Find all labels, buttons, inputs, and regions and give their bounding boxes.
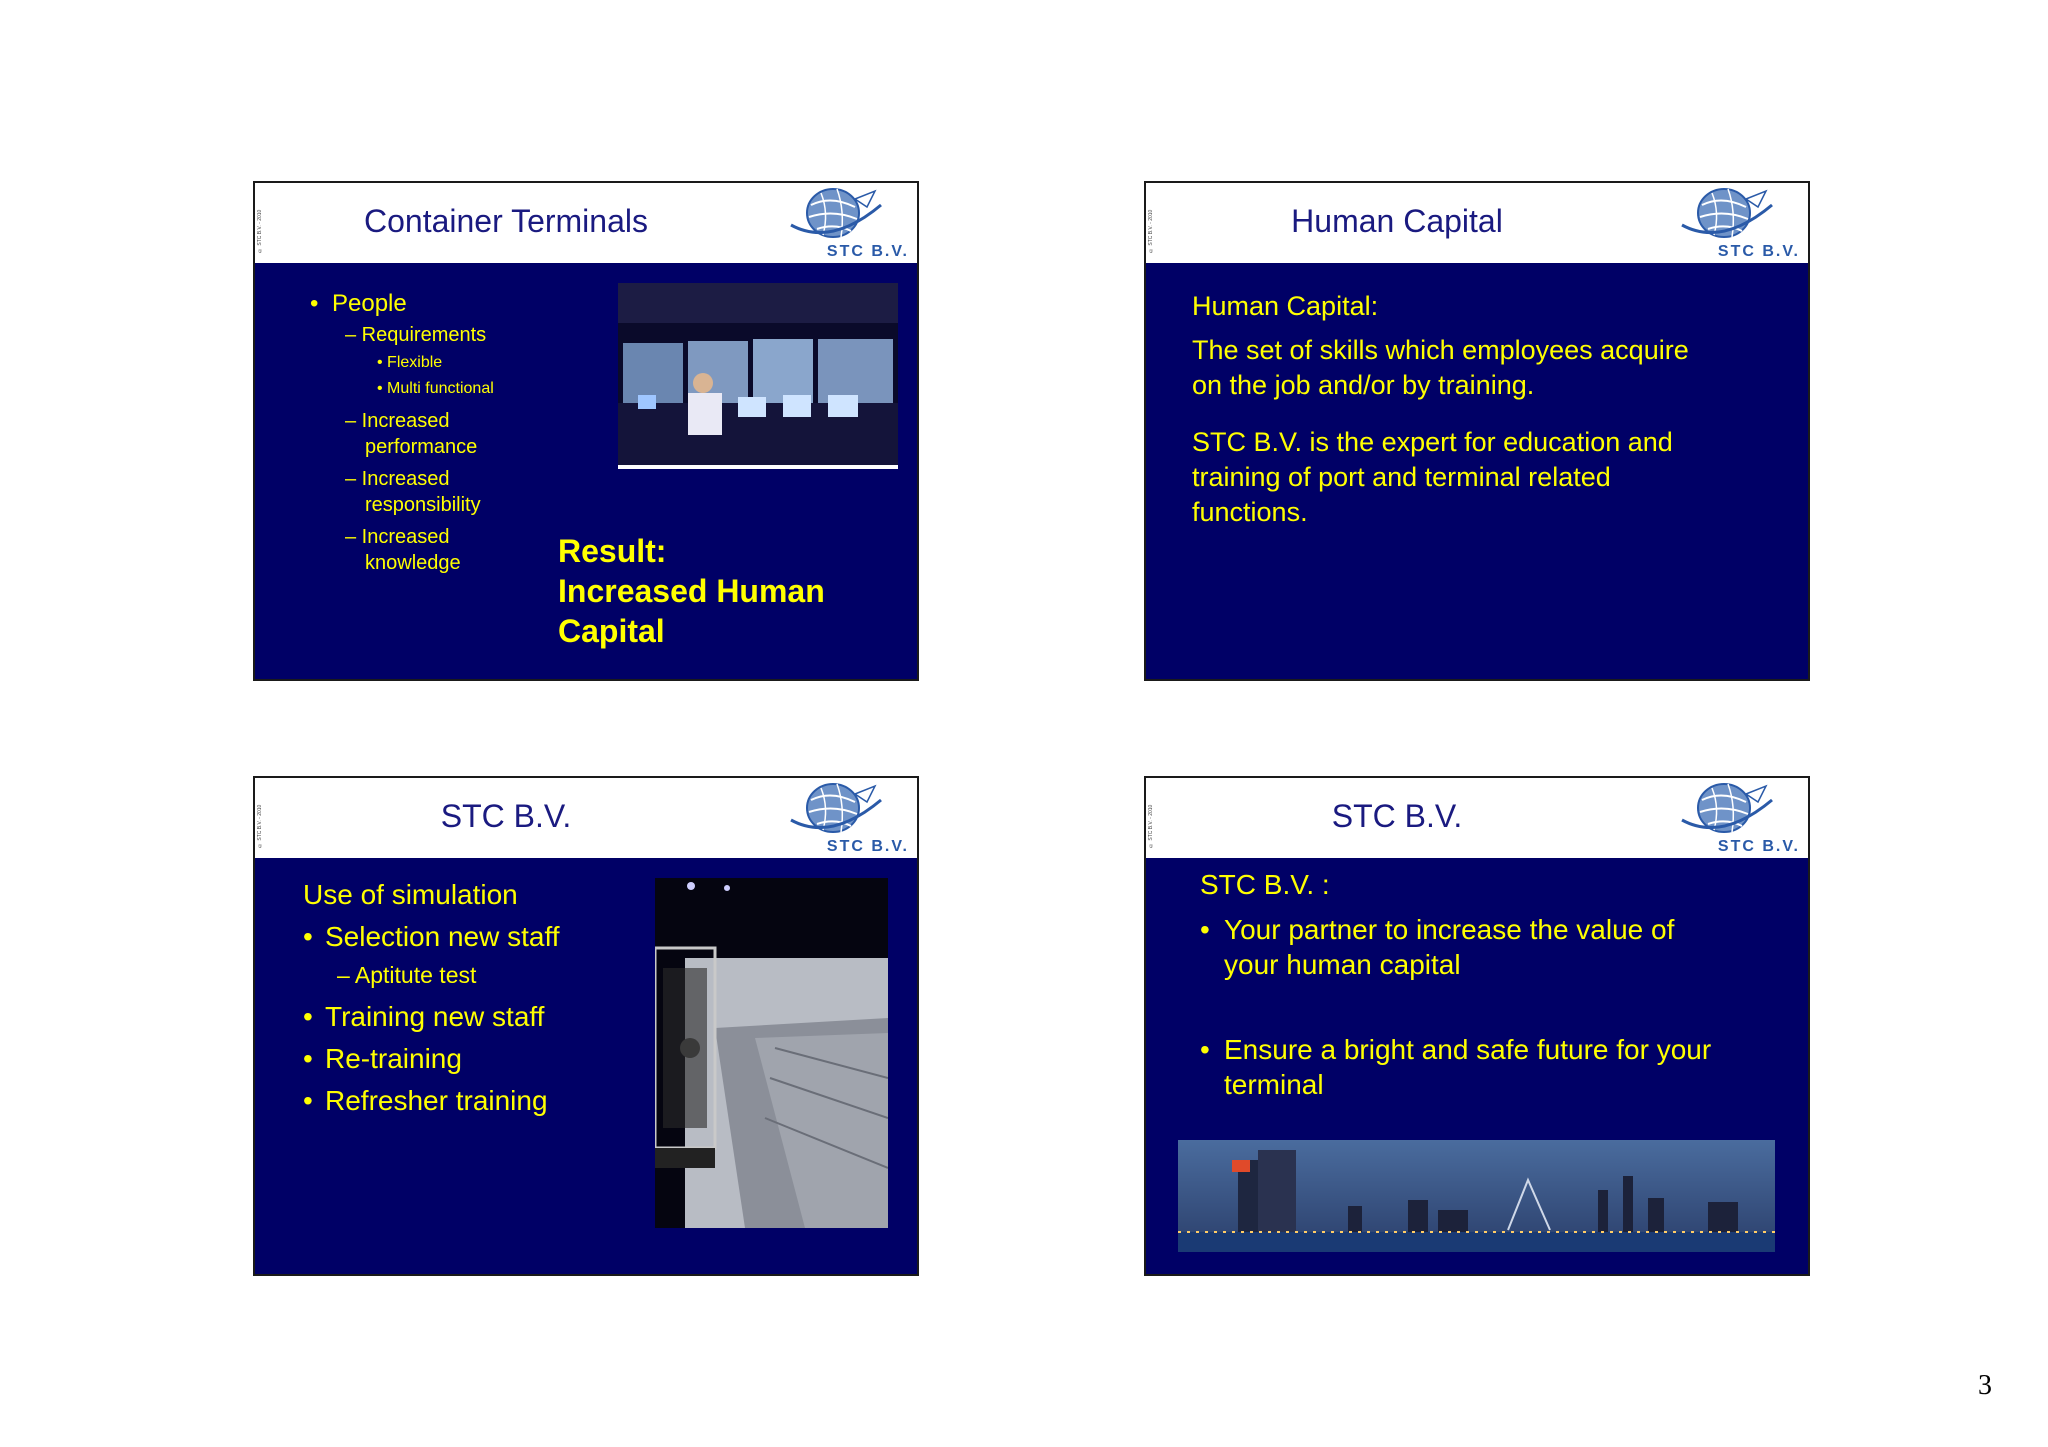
sub-item: – Aptitute test <box>337 962 477 988</box>
slide-human-capital <box>1144 181 1810 681</box>
bullet-item: • Your partner to increase the value of your human capital <box>1200 914 1675 980</box>
bullet-icon: • <box>303 1085 313 1116</box>
paragraph-2: STC B.V. is the expert for education and training of port and terminal related functions. <box>1192 427 1673 527</box>
sub-item: – Increased <box>345 526 450 548</box>
bullet-people: • People <box>310 290 407 317</box>
bullet-item: • Re-training <box>303 1043 462 1074</box>
bullet-icon: • <box>377 354 388 371</box>
slide-header <box>255 778 917 858</box>
page-number: 3 <box>1978 1370 1992 1401</box>
bullet-icon: • <box>303 921 313 952</box>
slide-container-terminals <box>253 181 919 681</box>
sub-item-cont: performance <box>365 436 478 458</box>
sub-sub-item: • Flexible <box>377 354 443 371</box>
sub-requirements: – Requirements <box>345 324 487 346</box>
bullet-item: • Ensure a bright and safe future for your terminal <box>1200 1034 1712 1100</box>
bullet-icon: • <box>1200 1034 1210 1065</box>
sub-item-cont: responsibility <box>365 494 481 516</box>
copyright-text: © STC B.V. - 2010 <box>1148 209 1154 253</box>
slide-header <box>1146 183 1808 263</box>
slide-header <box>255 183 917 263</box>
logo-text: STC B.V. <box>826 838 909 855</box>
slide-header <box>1146 778 1808 858</box>
slide-body <box>1146 858 1808 1274</box>
logo-text: STC B.V. <box>826 243 909 260</box>
slide-title: STC B.V. <box>1331 798 1463 834</box>
heading: STC B.V. : <box>1200 869 1330 900</box>
bullet-item: • Selection new staff <box>303 921 560 952</box>
slide-body <box>255 263 917 679</box>
slide-body <box>255 858 917 1274</box>
heading: Human Capital: <box>1192 291 1379 321</box>
sub-item-cont: knowledge <box>365 552 461 574</box>
bullet-item: • Refresher training <box>303 1085 548 1116</box>
bullet-icon: • <box>377 380 388 397</box>
heading: Use of simulation <box>303 879 518 910</box>
paragraph-1: The set of skills which employees acquire on the job and/or by training. <box>1192 335 1689 400</box>
city-skyline-photo <box>1178 1140 1775 1252</box>
slide-stc-partner <box>1144 776 1810 1276</box>
logo-text: STC B.V. <box>1717 243 1800 260</box>
control-room-photo <box>618 283 898 469</box>
bullet-item: • Training new staff <box>303 1001 545 1032</box>
sub-item: – Increased <box>345 410 450 432</box>
bullet-icon: • <box>303 1001 313 1032</box>
copyright-text: © STC B.V. - 2010 <box>1148 804 1154 848</box>
sub-sub-item: • Multi functional <box>377 380 494 397</box>
result-text: Result: Increased Human Capital <box>558 533 825 649</box>
slide-title: Human Capital <box>1291 203 1503 239</box>
logo-text: STC B.V. <box>1717 838 1800 855</box>
slide-title: Container Terminals <box>364 203 648 239</box>
bullet-icon: • <box>310 290 319 317</box>
copyright-text: © STC B.V. - 2010 <box>257 804 263 848</box>
slide-title: STC B.V. <box>440 798 572 834</box>
bullet-icon: • <box>1200 914 1210 945</box>
crane-simulator-photo <box>655 878 888 1228</box>
sub-item: – Increased <box>345 468 450 490</box>
bullet-icon: • <box>303 1043 313 1074</box>
slide-stc-simulation <box>253 776 919 1276</box>
copyright-text: © STC B.V. - 2010 <box>257 209 263 253</box>
slide-body <box>1146 263 1808 679</box>
